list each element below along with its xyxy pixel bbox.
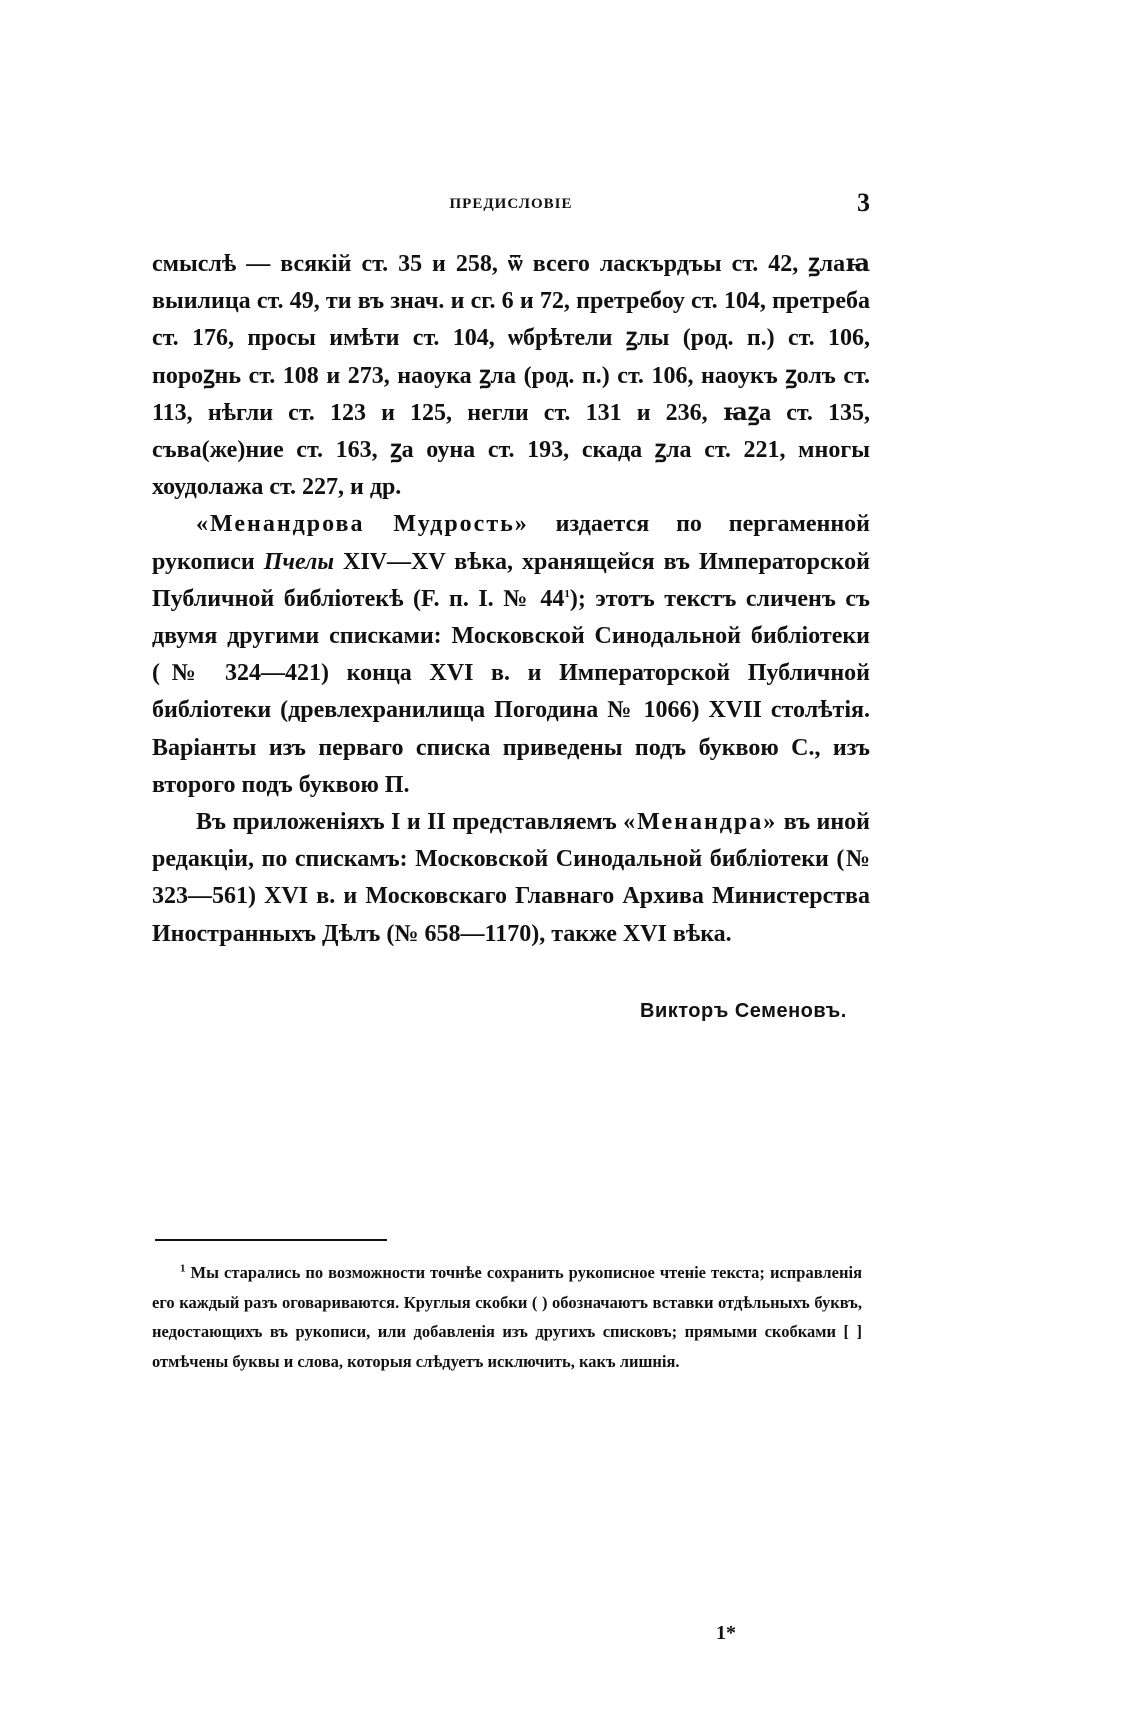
footnote-marker: 1 — [180, 1262, 186, 1275]
footnote-text: Мы старались по возможности точнѣе сохранить рукописное чтеніе текста; исправленія его каждый разъ оговариваются. Круглыя скобки ( ) обозначаютъ вставки отдѣльныхъ буквъ, недостающихъ въ рукописи, или добавленія изъ другихъ списковъ; прямыми скобками [ ] отмѣчены буквы и слова, которыя слѣдуетъ исключить, какъ лишнія. — [152, 1263, 863, 1371]
running-title: ПРЕДИСЛОВІЕ — [449, 196, 573, 212]
main-text — [152, 246, 870, 953]
footnote-paragraph — [152, 1258, 862, 1376]
paragraph-3 — [152, 804, 870, 953]
footnote — [152, 1258, 862, 1376]
paragraph-2-text-a: издается по пергаменной рукописи — [152, 511, 870, 575]
paragraph-2 — [152, 506, 870, 804]
page-number: 3 — [857, 188, 870, 217]
paragraph-2-text-c: ); этотъ текстъ сличенъ съ двумя другими списками: Московской Синодальной библіотеки (№ 324—421) конца XVI в. и Императорской Публичной библіотеки (древлехранилища Погодина № 1066) XVII столѣтія. Варіанты изъ перваго списка приведены подъ буквою С., изъ второго подъ буквою П. — [152, 585, 870, 798]
footnote-divider — [155, 1239, 387, 1241]
paragraph-1: смыслѣ — всякій ст. 35 и 258, ѿ всего ласкърдъы ст. 42, ꙁлаꙗ выилица ст. 49, ти въ знач. и сг. 6 и 72, претребоу ст. 104, претреба ст. 176, просы имѣти ст. 104, ѡбрѣтели ꙁлы (род. п.) ст. 106, пороꙁнь ст. 108 и 273, наоука ꙁла (род. п.) ст. 106, наоукъ ꙁолъ ст. 113, нѣгли ст. 123 и 125, негли ст. 131 и 236, ꙗꙁа ст. 135, съва(же)ние ст. 163, ꙁа оуна ст. 193, скада ꙁла ст. 221, многы хоудолажа ст. 227, и др. — [152, 251, 870, 501]
manuscript-name: Пчелы — [263, 548, 334, 575]
paragraph-2-text-b: XIV—XV вѣка, хранящейся въ Императорской Публичной библіотекѣ (F. п. I. № 44 — [152, 548, 870, 612]
work-title: «Менандрова Мудрость» — [196, 511, 529, 538]
paragraph-3-text-b: въ иной редакціи, по спискамъ: Московской Синодальной библіотеки (№ 323—561) XVI в. и Московскаго Главнаго Архива Министерства Иностранныхъ Дѣлъ (№ 658—1170), также XVI вѣка. — [152, 809, 870, 947]
author-signature: Викторъ Семеновъ. — [640, 1000, 847, 1022]
footnote-reference: 1 — [564, 587, 570, 600]
work-title-2: «Менандра» — [623, 809, 778, 836]
printer-signature-mark: 1* — [716, 1622, 736, 1644]
running-head — [152, 188, 870, 228]
paragraph-3-text-a: Въ приложеніяхъ I и II представляемъ — [196, 809, 624, 836]
